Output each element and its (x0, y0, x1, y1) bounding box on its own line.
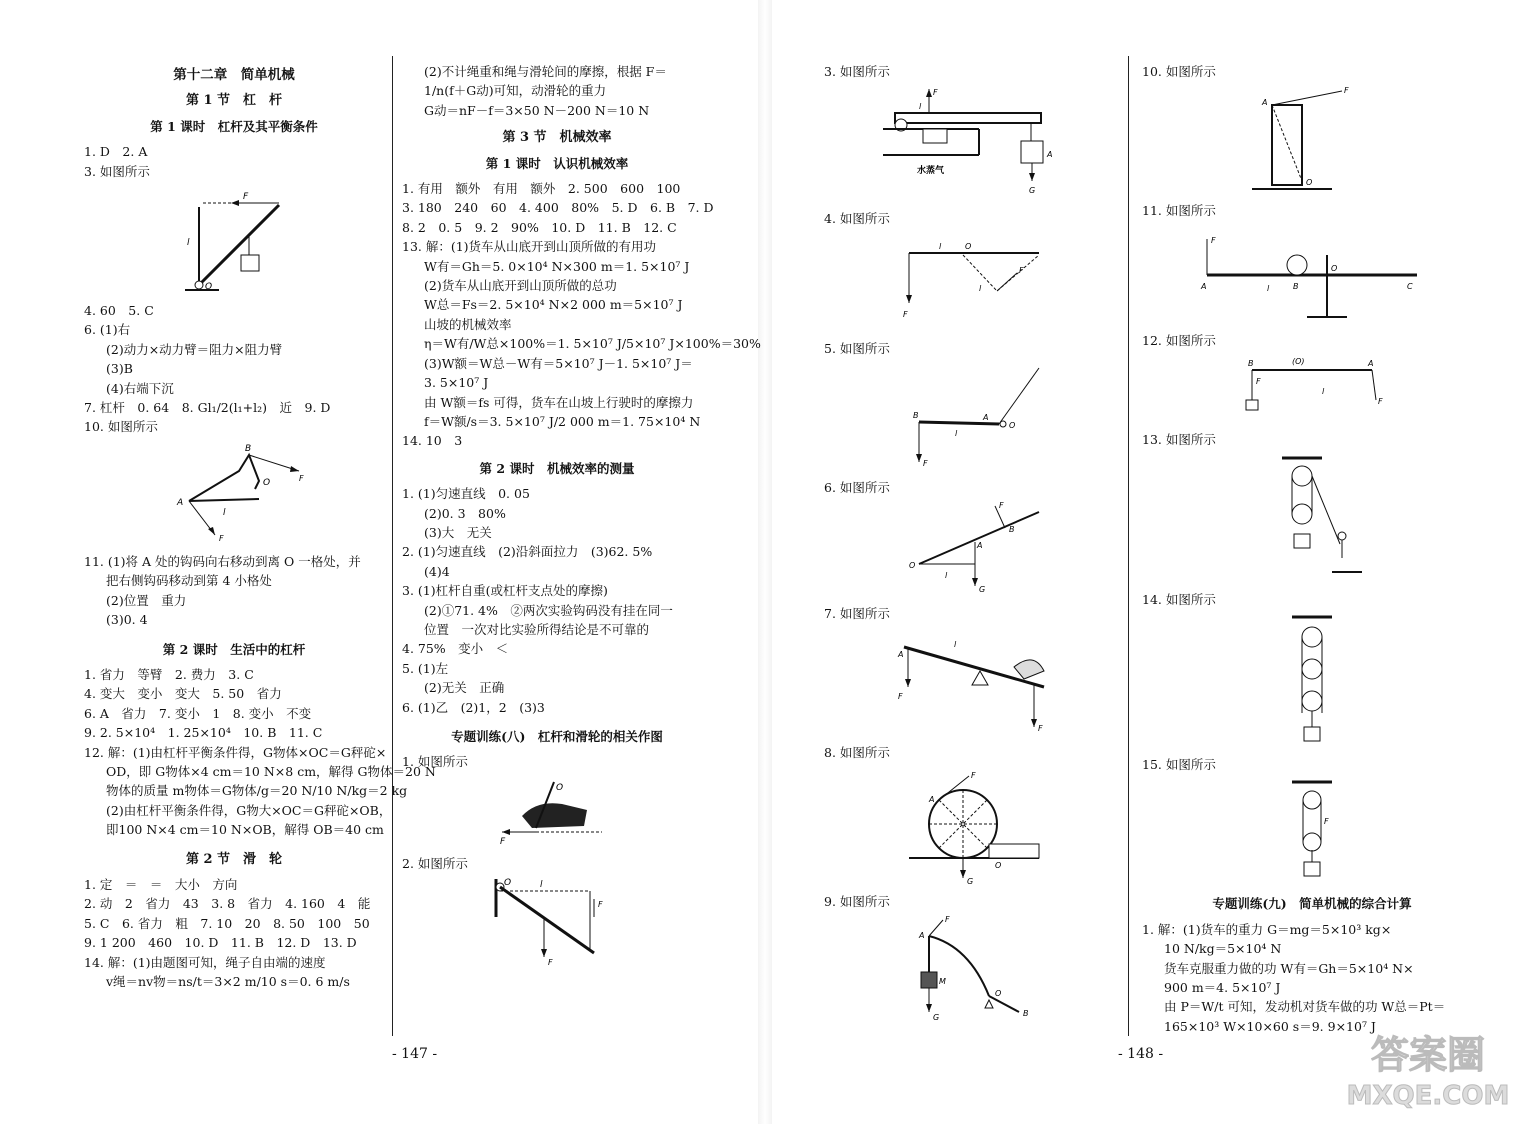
lever-figure-12 (1232, 354, 1392, 424)
section-title: 第 2 节 滑 轮 (185, 851, 283, 867)
lesson-title: 第 2 课时 机械效率的测量 (479, 460, 635, 476)
svg-text:O: O (205, 282, 213, 293)
answer-line: (2)货车从山底开到山顶所做的总功 (424, 278, 617, 294)
answer-line: 1. 省力 等臂 2. 费力 3. C (84, 666, 254, 682)
answer-line: 4. 75% 变小 ＜ (402, 641, 509, 657)
answer-lines (84, 142, 384, 181)
svg-text:F: F (243, 192, 249, 203)
pulley-figure-13 (1252, 454, 1372, 584)
svg-text:O: O (1306, 178, 1313, 188)
svg-text:A: A (177, 497, 184, 508)
answer-line: 5. (1)左 (402, 660, 449, 676)
answer-line: 把右侧钩码移动到第 4 小格处 (106, 573, 272, 589)
svg-text:l: l (223, 507, 226, 518)
answer-line: 6. (1)右 (84, 322, 131, 338)
svg-text:O: O (1009, 421, 1016, 431)
answer-line: 5. C 6. 省力 粗 7. 10 20 8. 50 100 50 (84, 915, 370, 931)
svg-text:O: O (556, 782, 564, 793)
answer-line: (3)大 无关 (424, 524, 492, 540)
svg-text:B: B (913, 411, 919, 421)
svg-text:M: M (939, 976, 946, 986)
answer-line: (2)由杠杆平衡条件得，G物大×OC＝G秤砣×OB， (106, 802, 392, 818)
answer-line: 由 W额＝fs 可得，货车在山坡上行驶时的摩擦力 (424, 394, 694, 410)
answer-line: 165×10³ W×10×60 s＝9. 9×10⁷ J (1164, 1018, 1376, 1034)
svg-text:A: A (977, 540, 983, 550)
page-gutter (758, 0, 772, 1124)
svg-text:O: O (995, 861, 1002, 871)
answer-line: 货车克服重力做的功 W有＝Gh＝5×10⁴ N× (1164, 960, 1414, 976)
answer-line: v绳＝nv物＝ns/t＝3×2 m/10 s＝0. 6 m/s (106, 974, 350, 989)
pulley-figure-15 (1262, 778, 1362, 888)
answer-line: 4. 60 5. C (84, 303, 154, 319)
svg-text:O: O (995, 988, 1002, 998)
page-number: - 148 - (1118, 1046, 1164, 1062)
svg-text:F: F (971, 771, 976, 781)
lever-figure-9 (899, 916, 1049, 1026)
lesson-title: 第 2 课时 生活中的杠杆 (162, 641, 306, 657)
answer-line: 1. D 2. A (84, 144, 148, 160)
svg-text:F: F (548, 958, 553, 968)
svg-text:F: F (299, 473, 304, 483)
svg-text:G: G (979, 584, 986, 594)
svg-text:A: A (929, 795, 935, 805)
answer-line: 7. 杠杆 0. 64 8. Gl₁/2(l₁+l₂) 近 9. D (84, 400, 331, 416)
svg-text:F: F (598, 900, 603, 910)
answer-line: 9. 如图所示 (824, 894, 890, 910)
answer-line: 山坡的机械效率 (424, 316, 512, 332)
answer-lines (402, 62, 712, 120)
lever-figure-3b (879, 85, 1069, 203)
svg-text:l: l (955, 429, 958, 439)
pulley-figure-14 (1262, 613, 1362, 749)
lever-figure-10b (1242, 85, 1382, 195)
answer-line: 13. 解：(1)货车从山底开到山顶所做的有用功 (402, 239, 657, 255)
answer-line: (2)位置 重力 (106, 592, 187, 608)
svg-text:O: O (504, 878, 512, 889)
answer-lines (84, 552, 384, 630)
answer-line: (2)无关 正确 (424, 680, 505, 696)
svg-text:A: A (919, 930, 925, 940)
svg-text:A: A (1262, 98, 1268, 108)
svg-text:O: O (965, 241, 972, 251)
svg-text:F: F (923, 459, 928, 469)
svg-text:F: F (500, 836, 506, 847)
lever-figure-7 (894, 627, 1054, 737)
svg-text:l: l (945, 570, 948, 580)
topic-title: 专题训练(八) 杠杆和滑轮的相关作图 (451, 729, 663, 744)
svg-text:F: F (1038, 724, 1043, 734)
answer-line: (3)0. 4 (106, 612, 148, 628)
svg-text:O: O (909, 560, 916, 570)
svg-text:A: A (1368, 359, 1374, 369)
section-title: 第 3 节 机械效率 (502, 130, 612, 146)
answer-line: (4)右端下沉 (106, 380, 174, 396)
answer-line: 6. (1)乙 (2)1，2 (3)3 (402, 699, 545, 715)
answer-line: 900 m＝4. 5×10⁷ J (1164, 980, 1281, 996)
svg-text:B: B (1293, 281, 1299, 291)
answer-line: 6. 如图所示 (824, 480, 890, 496)
answer-line: G动＝nF－f＝3×50 N－200 N＝10 N (424, 102, 650, 118)
svg-text:F: F (999, 501, 1004, 510)
svg-text:F: F (1256, 377, 1261, 387)
page-number: - 147 - (392, 1046, 438, 1062)
svg-text:F: F (945, 915, 950, 924)
right-col-2 (1142, 62, 1482, 1036)
svg-text:l: l (540, 880, 543, 891)
answer-line: W有＝Gh＝5. 0×10⁴ N×300 m＝1. 5×10⁷ J (424, 258, 690, 274)
lever-figure-11 (1197, 225, 1427, 325)
answer-line: 即100 N×4 cm＝10 N×OB，解得 OB＝40 cm (106, 822, 384, 838)
column-divider (1128, 56, 1129, 1036)
answer-line: OD，即 G物体×4 cm＝10 N×8 cm，解得 G物体＝20 N (106, 763, 436, 779)
svg-text:F: F (1019, 265, 1024, 275)
answer-line: (2)0. 3 80% (424, 505, 506, 521)
answer-line: 14. 10 3 (402, 433, 463, 449)
answer-line: 12. 如图所示 (1142, 332, 1216, 348)
svg-text:C: C (1407, 281, 1413, 291)
answer-line: 15. 如图所示 (1142, 757, 1216, 773)
answer-line: (2)①71. 4% ②两次实验钩码没有挂在同一 (424, 602, 673, 618)
answer-line: 位置 一次对比实验所得结论是不可靠的 (424, 621, 650, 637)
answer-line: f＝W额/s＝3. 5×10⁷ J/2 000 m＝1. 75×10⁴ N (424, 413, 701, 429)
answer-line: 物体的质量 m物体＝G物体/g＝20 N/10 N/kg＝2 kg (106, 783, 408, 799)
svg-text:l: l (187, 238, 190, 249)
answer-line: 2. (1)匀速直线 (2)沿斜面拉力 (3)62. 5% (402, 544, 653, 560)
svg-text:l: l (979, 283, 982, 293)
answer-line: W总＝Fs＝2. 5×10⁴ N×2 000 m＝5×10⁷ J (424, 297, 683, 313)
svg-text:G: G (1029, 186, 1036, 196)
answer-line: 7. 如图所示 (824, 605, 890, 621)
svg-text:l: l (919, 102, 922, 112)
answer-line: (2)动力×动力臂＝阻力×阻力臂 (106, 341, 283, 357)
answer-line: 3. 5×10⁷ J (424, 375, 489, 391)
answer-line: 14. 如图所示 (1142, 591, 1216, 607)
hand-pen-figure (492, 776, 622, 848)
answer-line: 1. 解：(1)货车的重力 G＝mg＝5×10³ kg× (1142, 921, 1392, 937)
svg-text:B: B (245, 443, 252, 454)
answer-line: 11. (1)将 A 处的钩码向右移动到离 O 一格处，并 (84, 553, 361, 569)
answer-line: 10 N/kg＝5×10⁴ N (1164, 941, 1282, 957)
answer-line: 1. 有用 额外 有用 额外 2. 500 600 100 (402, 181, 681, 197)
answer-line: 5. 如图所示 (824, 340, 890, 356)
svg-text:F: F (1378, 397, 1383, 407)
answer-line: η＝W有/W总×100%＝1. 5×10⁷ J/5×10⁷ J×100%＝30% (424, 336, 761, 352)
svg-text:A: A (983, 413, 989, 423)
answer-line: 3. 如图所示 (84, 163, 150, 179)
svg-text:G: G (933, 1012, 940, 1022)
lever-figure-6 (899, 502, 1049, 598)
svg-text:F: F (1344, 86, 1349, 96)
right-col-1 (824, 62, 1124, 1032)
answer-line: 9. 1 200 460 10. D 11. B 12. D 13. D (84, 935, 357, 951)
answer-line: 8. 2 0. 5 9. 2 90% 10. D 11. B 12. C (402, 219, 677, 235)
answer-lines (1142, 920, 1482, 1036)
answer-line: 13. 如图所示 (1142, 432, 1216, 448)
steam-label: 水蒸气 (917, 166, 945, 177)
lever-figure-2 (482, 877, 632, 973)
section-title: 第 1 节 杠 杆 (185, 93, 283, 109)
answer-lines (84, 301, 384, 437)
answer-line: 10. 如图所示 (1142, 64, 1216, 79)
answer-line: 12. 解：(1)由杠杆平衡条件得，G物体×OC＝G秤砣× (84, 744, 387, 760)
chapter-title: 第十二章 简单机械 (173, 67, 295, 83)
answer-line: 4. 如图所示 (824, 211, 890, 227)
right-page (772, 0, 1536, 1124)
svg-text:O: O (1331, 263, 1338, 273)
answer-line: (3)B (106, 361, 133, 377)
answer-line: 8. 如图所示 (824, 745, 890, 761)
watermark-logo (1328, 1024, 1528, 1114)
svg-text:l: l (1322, 387, 1325, 397)
answer-line: 3. 180 240 60 4. 400 80% 5. D 6. B 7. D (402, 200, 714, 216)
lever-figure-3 (179, 185, 289, 295)
topic-title: 专题训练(九) 简单机械的综合计算 (1212, 896, 1412, 912)
watermark-line2: MXQE.COM (1346, 1081, 1510, 1111)
lever-figure-4 (899, 233, 1049, 333)
answer-line: 1. 定 ＝ ＝ 大小 方向 (84, 876, 238, 892)
left-page (0, 0, 760, 1124)
svg-text:A: A (1047, 150, 1053, 160)
svg-text:F: F (903, 309, 908, 319)
answer-line: 6. A 省力 7. 变小 1 8. 变小 不变 (84, 705, 312, 721)
answer-line: 1/n(f＋G动)可知，动滑轮的重力 (424, 83, 607, 99)
answer-line: 14. 解：(1)由题图可知，绳子自由端的速度 (84, 954, 326, 970)
answer-line: 2. 动 2 省力 43 3. 8 省力 4. 160 4 能 (84, 896, 371, 912)
answer-line: 9. 2. 5×10⁴ 1. 25×10⁴ 10. B 11. C (84, 725, 323, 741)
answer-lines (402, 179, 761, 451)
svg-text:O: O (263, 477, 271, 488)
svg-text:(O): (O) (1292, 357, 1305, 367)
watermark-line1: 答案圈 (1370, 1033, 1486, 1077)
svg-text:F: F (219, 533, 224, 543)
lesson-title: 第 1 课时 杠杆及其平衡条件 (150, 118, 318, 134)
answer-line: (2)不计绳重和绳与滑轮间的摩擦，根据 F＝ (424, 64, 667, 79)
svg-text:A: A (898, 650, 904, 660)
wheel-figure-8 (899, 766, 1049, 886)
answer-line: 4. 变大 变小 变大 5. 50 省力 (84, 686, 282, 702)
svg-text:F: F (1324, 817, 1329, 827)
answer-line: 2. 如图所示 (402, 855, 468, 871)
answer-line: 11. 如图所示 (1142, 203, 1216, 219)
answer-line: (3)W额＝W总－W有＝5×10⁷ J－1. 5×10⁷ J＝ (424, 355, 693, 371)
answer-lines (84, 875, 384, 991)
left-col-2 (402, 62, 761, 979)
answer-line: (4)4 (424, 563, 450, 579)
answer-line: 1. (1)匀速直线 0. 05 (402, 486, 530, 502)
svg-text:l: l (1267, 283, 1270, 293)
lesson-title: 第 1 课时 认识机械效率 (485, 155, 629, 171)
svg-text:B: B (1009, 524, 1015, 534)
answer-line: 1. 如图所示 (402, 754, 468, 770)
svg-text:F: F (1211, 235, 1216, 245)
svg-text:B: B (1023, 1008, 1029, 1018)
svg-text:l: l (954, 640, 957, 650)
lever-figure-10 (159, 441, 309, 546)
answer-line: 由 P＝W/t 可知，发动机对货车做的功 W总＝Pt＝ (1164, 999, 1446, 1015)
answer-line: 3. 如图所示 (824, 64, 890, 79)
svg-text:B: B (1248, 359, 1254, 369)
answer-line: 3. (1)杠杆自重(或杠杆支点处的摩擦) (402, 583, 608, 599)
lever-figure-5 (899, 362, 1049, 472)
svg-text:G: G (967, 877, 974, 887)
svg-text:A: A (1201, 281, 1207, 291)
svg-text:l: l (939, 241, 942, 251)
answer-lines (402, 484, 712, 717)
svg-text:F: F (898, 692, 903, 702)
answer-line: 10. 如图所示 (84, 419, 158, 435)
column-divider (392, 56, 393, 1036)
svg-text:F: F (933, 88, 938, 98)
